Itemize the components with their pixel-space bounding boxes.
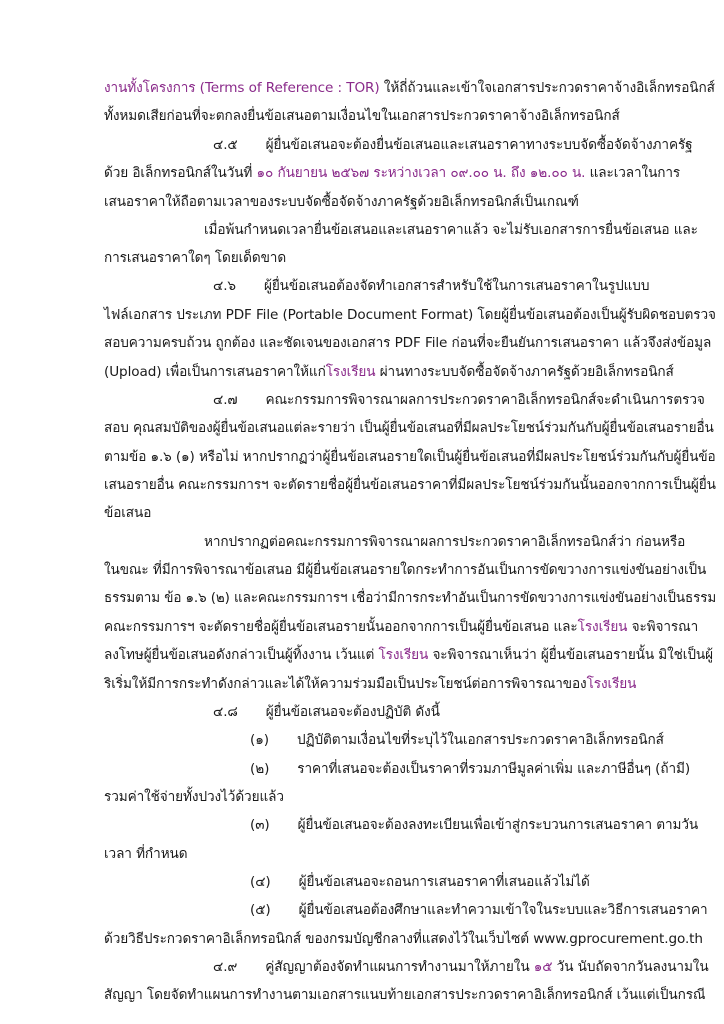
text-segment: เสนอราคาให้ถือตามเวลาของระบบจัดซื้อจัดจ้างภาครัฐด้วยอิเล็กทรอนิกส์เป็นเกณฑ์ [104,194,579,210]
text-segment: ริเริ่มให้มีการกระทำดังกล่าวและได้ให้ความร่วมมือเป็นประโยชน์ต่อการพิจารณาของ [104,676,587,692]
text-segment: (๔) [250,874,271,890]
text-segment: ๔.๘ [213,704,238,720]
text-segment: ข้อเสนอ [104,505,152,521]
highlighted-text: งานทั้งโครงการ (Terms of Reference : TOR) [104,80,380,96]
text-segment: ๔.๗ [213,392,238,408]
text-line [104,192,579,212]
text-segment: การเสนอราคาใดๆ โดยเด็ดขาด [104,250,287,266]
text-line [204,532,685,552]
text-segment: ด้วยวิธีประกวดราคาอิเล็กทรอนิกส์ ของกรมบัญชีกลางที่แสดงไว้ในเว็บไซต์ www.gprocurement.go.th [104,931,703,947]
highlighted-text: โรงเรียน [325,364,376,380]
text-line [213,957,709,977]
text-line [250,815,698,835]
text-segment: ผู้ยื่นข้อเสนอต้องศึกษาและทำความเข้าใจในระบบและวิธีการเสนอราคา [298,902,708,918]
text-line [104,588,716,608]
text-segment: สอบความครบถ้วน ถูกต้อง และชัดเจนของเอกสาร PDF File ก่อนที่จะยืนยันการเสนอราคา แล้วจึงส่งข้อมูล [104,335,712,351]
text-line [104,844,187,864]
text-segment: ๔.๕ [213,137,238,153]
text-segment: ผู้ยื่นข้อเสนอจะต้องปฏิบัติ ดังนี้ [265,704,440,720]
text-segment: ด้วย อิเล็กทรอนิกส์ในวันที่ [104,165,257,181]
text-segment: ตามข้อ ๑.๖ (๑) หรือไม่ หากปรากฏว่าผู้ยื่นข้อเสนอรายใดเป็นผู้ยื่นข้อเสนอที่มีผลประโยชน์ร่วมกันกับผู้ยื่นข้อ [104,449,716,465]
text-segment: (๕) [250,902,271,918]
text-line [104,106,620,126]
text-segment: เสนอรายอื่น คณะกรรมการฯ จะตัดรายชื่อผู้ยื่นข้อเสนอราคาที่มีผลประโยชน์ร่วมกันนั้นออกจากการเป็นผู้ยื่น [104,477,716,493]
text-line [213,276,649,296]
text-segment: (๑) [250,732,269,748]
text-segment: ไฟล์เอกสาร ประเภท PDF File (Portable Document Format) โดยผู้ยื่นข้อเสนอต้องเป็นผู้รับผิดชอบตรวจ [104,307,716,323]
highlighted-text: โรงเรียน [577,619,628,635]
text-line [250,759,690,779]
text-line [213,390,705,410]
text-line [104,333,711,353]
text-segment: ๔.๖ [213,278,236,294]
text-segment: และเวลาในการ [585,165,681,181]
text-segment: ผู้ยื่นข้อเสนอจะถอนการเสนอราคาที่เสนอแล้วไม่ได้ [298,874,590,890]
text-line [104,645,713,665]
text-line [104,503,151,523]
text-segment: ๔.๙ [213,959,238,975]
text-segment: ทั้งหมดเสียก่อนที่จะตกลงยื่นข้อเสนอตามเงื่อนไขในเอกสารประกวดราคาจ้างอิเล็กทรอนิกส์ [104,108,620,124]
text-line [104,787,284,807]
text-line [104,418,714,438]
text-segment: (๒) [250,761,270,777]
text-segment: ผู้ยื่นข้อเสนอต้องจัดทำเอกสารสำหรับใช้ในการเสนอราคาในรูปแบบ [263,278,650,294]
text-line [104,305,716,325]
text-segment: ปฏิบัติตามเงื่อนไขที่ระบุไว้ในเอกสารประกวดราคาอิเล็กทรอนิกส์ [296,732,664,748]
text-segment: ผู้ยื่นข้อเสนอจะต้องลงทะเบียนเพื่อเข้าสู่กระบวนการเสนอราคา ตามวัน [297,817,699,833]
text-segment: สอบ คุณสมบัติของผู้ยื่นข้อเสนอแต่ละรายว่า เป็นผู้ยื่นข้อเสนอที่มีผลประโยชน์ร่วมกันกับผู้ยื่นข้อเสนอรายอื่น [104,420,714,436]
highlighted-text: ๑๕ [533,959,553,975]
text-segment: (Upload) เพื่อเป็นการเสนอราคาให้แก่ [104,364,326,380]
text-segment: ธรรมตาม ข้อ ๑.๖ (๒) และคณะกรรมการฯ เชื่อว่ามีการกระทำอันเป็นการขัดขวางการแข่งขันอย่างเป็นธรรม [104,590,717,606]
text-line [104,163,680,183]
text-line [204,220,698,240]
text-line [104,929,703,949]
text-segment: เวลา ที่กำหนด [104,846,188,862]
text-segment: หากปรากฏต่อคณะกรรมการพิจารณาผลการประกวดราคาอิเล็กทรอนิกส์ว่า ก่อนหรือ [204,534,686,550]
text-segment: สัญญา โดยจัดทำแผนการทำงานตามเอกสารแนบท้ายเอกสารประกวดราคาอิเล็กทรอนิกส์ เว้นแต่เป็นกรณี [104,987,706,1003]
text-line [104,475,716,495]
text-segment: จะพิจารณา [627,619,699,635]
text-line [104,560,706,580]
text-line [104,248,286,268]
text-segment: วัน นับถัดจากวันลงนามใน [552,959,709,975]
highlighted-text: ๑๐ กันยายน ๒๕๖๗ ระหว่างเวลา ๐๙.๐๐ น. ถึง ๑๒.๐๐ น. [256,165,586,181]
text-segment: คณะกรรมการพิจารณาผลการประกวดราคาอิเล็กทรอนิกส์จะดำเนินการตรวจ [265,392,705,408]
highlighted-text: โรงเรียน [378,647,429,663]
text-segment: รวมค่าใช้จ่ายทั้งปวงไว้ด้วยแล้ว [104,789,284,805]
text-line [104,78,715,98]
text-segment: ผ่านทางระบบจัดซื้อจัดจ้างภาครัฐด้วยอิเล็กทรอนิกส์ [375,364,674,380]
text-line [104,674,636,694]
text-segment: ราคาที่เสนอจะต้องเป็นราคาที่รวมภาษีมูลค่าเพิ่ม และภาษีอื่นๆ (ถ้ามี) [297,761,691,777]
text-segment: ผู้ยื่นข้อเสนอจะต้องยื่นข้อเสนอและเสนอราคาทางระบบจัดซื้อจัดจ้างภาครัฐ [265,137,693,153]
text-line [250,900,708,920]
text-segment: ในขณะ ที่มีการพิจารณาข้อเสนอ มีผู้ยื่นข้อเสนอรายใดกระทำการอันเป็นการขัดขวางการแข่งขันอย่างเป็น [104,562,707,578]
text-line [104,985,705,1005]
text-segment: คณะกรรมการฯ จะตัดรายชื่อผู้ยื่นข้อเสนอรายนั้นออกจากการเป็นผู้ยื่นข้อเสนอ และ [104,619,578,635]
text-line [250,730,664,750]
text-line [104,617,698,637]
text-segment: คู่สัญญาต้องจัดทำแผนการทำงานมาให้ภายใน [265,959,534,975]
highlighted-text: โรงเรียน [586,676,637,692]
text-line [104,447,716,467]
text-segment: เมื่อพ้นกำหนดเวลายื่นข้อเสนอและเสนอราคาแล้ว จะไม่รับเอกสารการยื่นข้อเสนอ และ [204,222,698,238]
text-line [213,135,693,155]
text-segment: (๓) [250,817,270,833]
text-segment: ให้ถี่ถ้วนและเข้าใจเอกสารประกวดราคาจ้างอิเล็กทรอนิกส์ [379,80,715,96]
text-segment: ลงโทษผู้ยื่นข้อเสนอดังกล่าวเป็นผู้ทิ้งงาน เว้นแต่ [104,647,379,663]
text-line [213,702,440,722]
text-line [104,362,674,382]
text-segment: จะพิจารณาเห็นว่า ผู้ยื่นข้อเสนอรายนั้น มิใช่เป็นผู้ [428,647,713,663]
text-line [250,872,590,892]
